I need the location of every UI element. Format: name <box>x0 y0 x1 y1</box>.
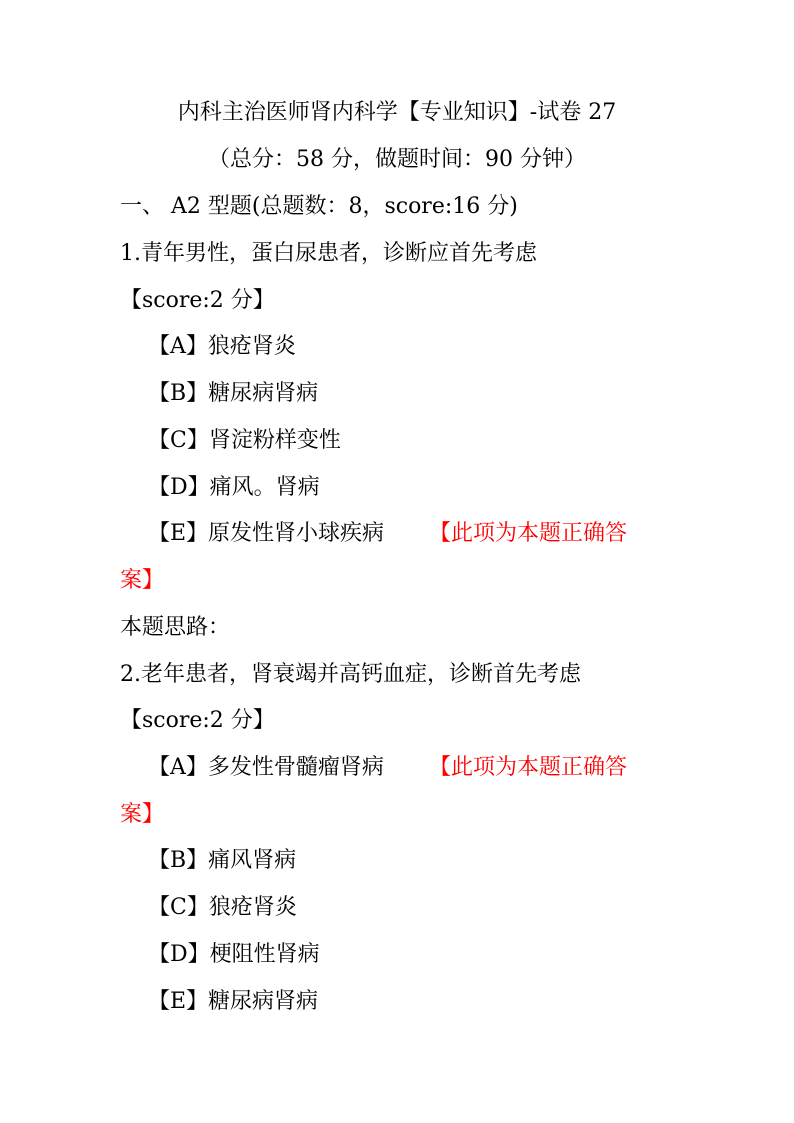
document-subtitle: （总分：58 分，做题时间：90 分钟） <box>208 147 586 172</box>
correct-answer-mark-continued: 案】 <box>120 568 165 593</box>
correct-answer-mark: 【此项为本题正确答 <box>429 521 628 546</box>
question-score: 【score:2 分】 <box>120 708 275 733</box>
option-d: 【D】痛风。肾病 <box>148 475 320 500</box>
question-stem: 1.青年男性，蛋白尿患者，诊断应首先考虑 <box>120 241 537 266</box>
question-score: 【score:2 分】 <box>120 288 275 313</box>
document-title: 内科主治医师肾内科学【专业知识】-试卷 27 <box>177 100 617 125</box>
option-e: 【E】原发性肾小球疾病 <box>148 521 385 546</box>
option-c: 【C】肾淀粉样变性 <box>148 428 341 453</box>
option-a: 【A】多发性骨髓瘤肾病 <box>148 755 384 780</box>
option-e: 【E】糖尿病肾病 <box>148 989 319 1014</box>
option-b: 【B】糖尿病肾病 <box>148 381 319 406</box>
option-a: 【A】狼疮肾炎 <box>148 334 296 359</box>
correct-answer-mark: 【此项为本题正确答 <box>429 755 628 780</box>
option-d: 【D】梗阻性肾病 <box>148 942 320 967</box>
option-b: 【B】痛风肾病 <box>148 848 297 873</box>
explanation-label: 本题思路： <box>120 615 231 640</box>
section-heading: 一、 A2 型题(总题数：8，score:16 分) <box>120 194 518 219</box>
option-c: 【C】狼疮肾炎 <box>148 895 297 920</box>
correct-answer-mark-continued: 案】 <box>120 802 165 827</box>
question-stem: 2.老年患者，肾衰竭并高钙血症，诊断首先考虑 <box>120 662 581 687</box>
